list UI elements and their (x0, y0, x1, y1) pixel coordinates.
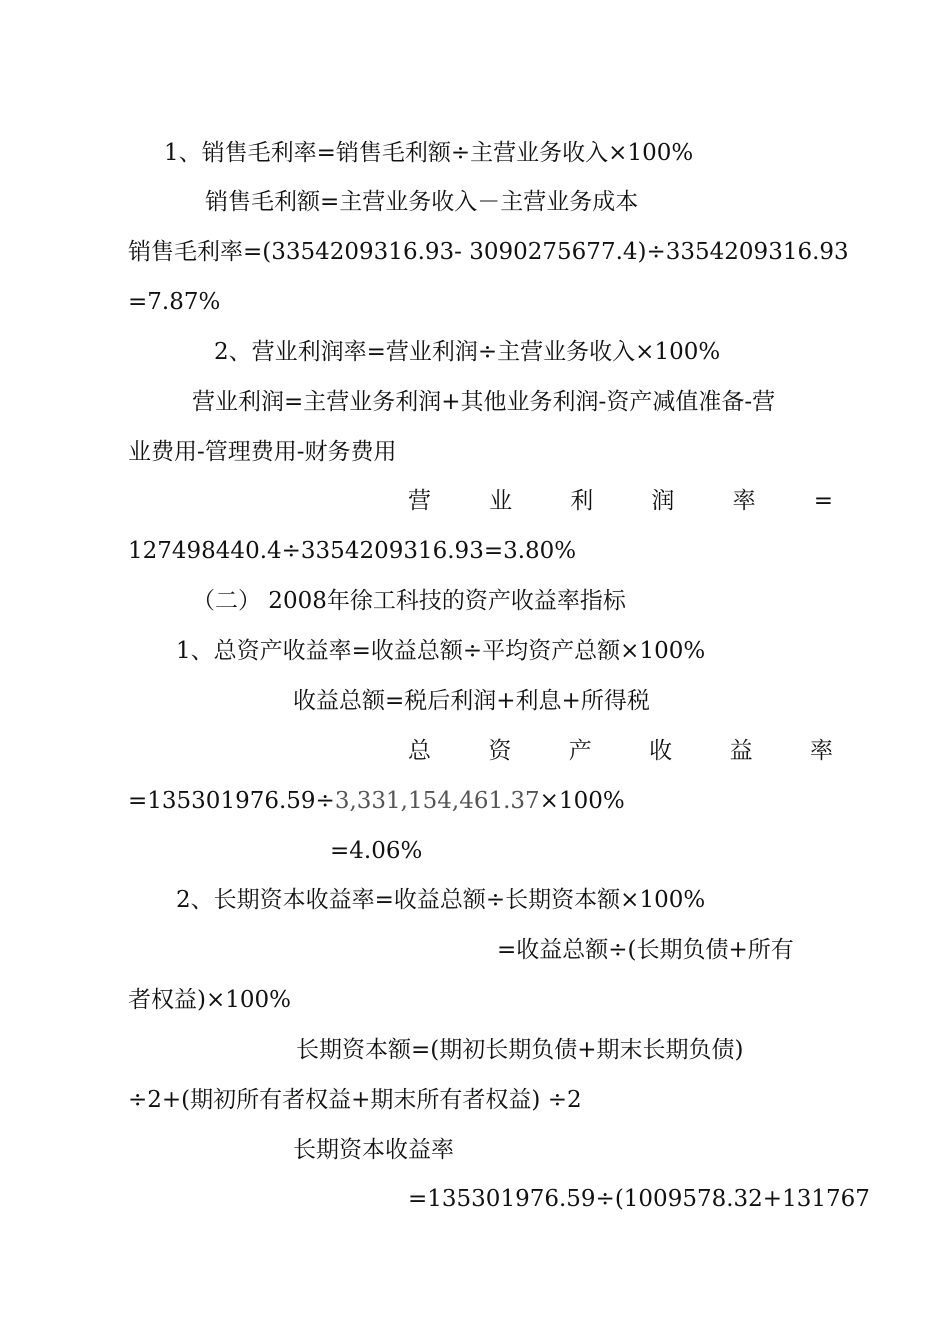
total-asset-return-formula: 1、总资产收益率=收益总额÷平均资产总额×100% (176, 638, 706, 664)
spread-char: 利 (570, 488, 594, 514)
spread-char: 率 (732, 488, 756, 514)
gross-margin-calculation: 销售毛利率=(3354209316.93- 3090275677.4)÷3354209316.93 (128, 239, 849, 265)
calc-part: ×100% (539, 788, 625, 814)
long-term-capital-definition-cont: ÷2+(期初所有者权益+期末所有者权益) ÷2 (128, 1087, 582, 1113)
spread-char: 产 (568, 738, 592, 764)
spread-char: 率 (809, 738, 833, 764)
operating-margin-label-spread (408, 486, 833, 516)
long-term-capital-return-formula: 2、长期资本收益率=收益总额÷长期资本额×100% (176, 887, 706, 913)
spread-char: 益 (729, 738, 753, 764)
spread-char: 业 (489, 488, 513, 514)
spread-char: 资 (488, 738, 512, 764)
long-term-capital-return-formula-cont: 者权益)×100% (128, 987, 291, 1013)
gross-profit-definition: 销售毛利额=主营业务收入－主营业务成本 (205, 189, 639, 215)
total-asset-return-calculation (128, 786, 625, 816)
spread-char: 润 (651, 488, 675, 514)
spread-char: 总 (408, 738, 431, 764)
spread-char: 营 (408, 488, 431, 514)
operating-profit-definition-cont: 业费用-管理费用-财务费用 (128, 439, 397, 465)
spread-char: 收 (649, 738, 673, 764)
total-asset-return-label-spread (408, 736, 833, 766)
long-term-capital-return-label: 长期资本收益率 (293, 1137, 454, 1163)
operating-margin-formula: 2、营业利润率=营业利润÷主营业务收入×100% (214, 339, 721, 365)
operating-profit-definition: 营业利润=主营业务利润+其他业务利润-资产减值准备-营 (192, 389, 776, 415)
long-term-capital-return-calculation: =135301976.59÷(1009578.32+131767 (408, 1186, 870, 1212)
total-asset-return-result: =4.06% (330, 838, 423, 864)
spread-char: = (813, 488, 833, 514)
section-heading-roa: （二） 2008年徐工科技的资产收益率指标 (192, 588, 626, 614)
long-term-capital-definition: 长期资本额=(期初长期负债+期末长期负债) (296, 1037, 744, 1063)
operating-margin-calculation: 127498440.4÷3354209316.93=3.80% (128, 538, 577, 564)
long-term-capital-return-formula-alt: =收益总额÷(长期负债+所有 (497, 937, 794, 963)
gross-margin-result: =7.87% (128, 289, 221, 315)
calc-part: =135301976.59÷ (128, 788, 335, 814)
total-return-definition: 收益总额=税后利润+利息+所得税 (293, 688, 650, 714)
gross-margin-formula: 1、销售毛利率=销售毛利额÷主营业务收入×100% (164, 140, 694, 166)
average-total-assets-value: 3,331,154,461.37 (334, 788, 540, 814)
